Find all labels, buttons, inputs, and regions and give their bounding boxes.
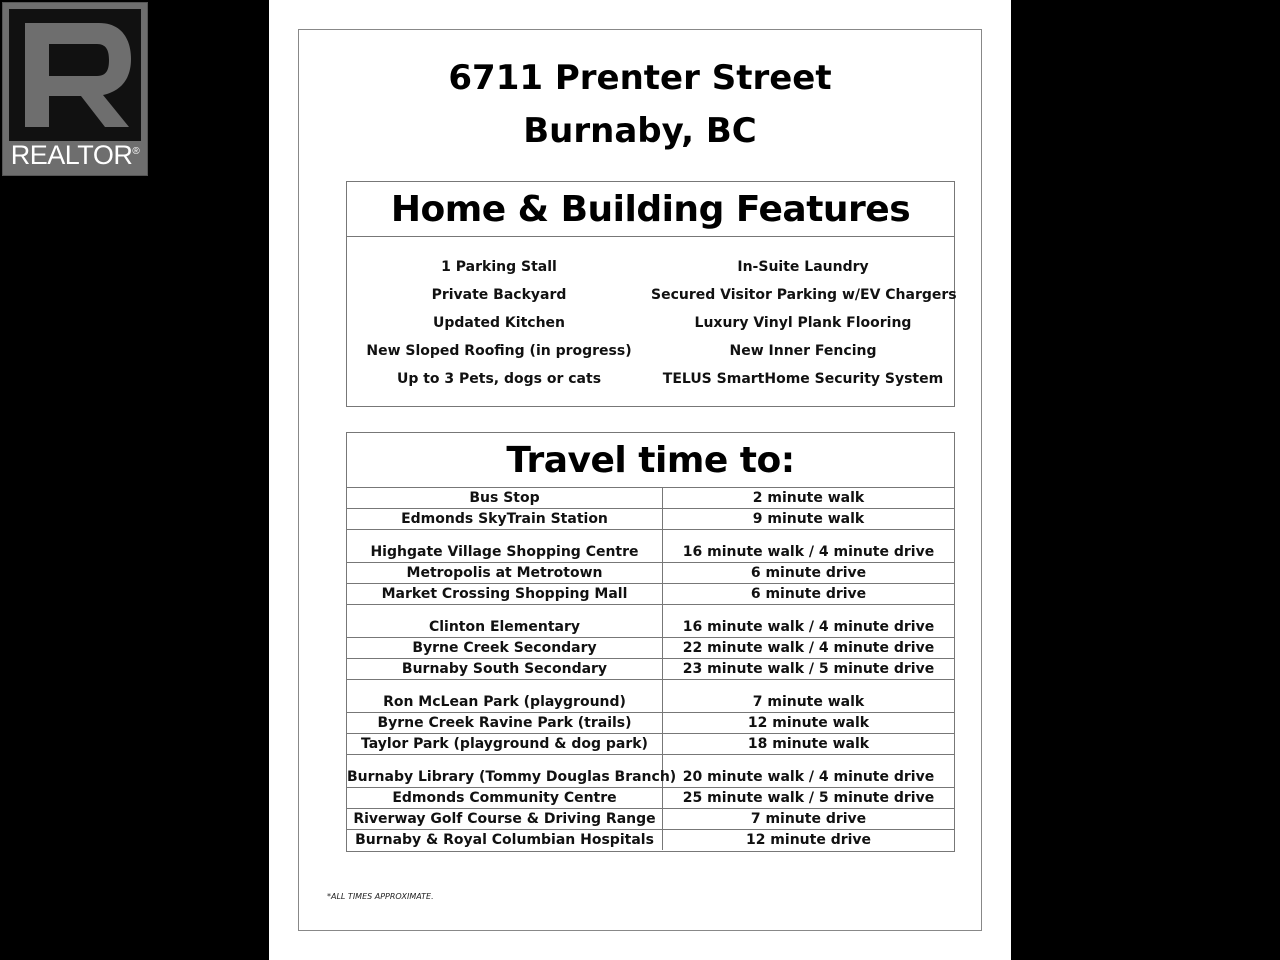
table-row xyxy=(347,830,954,851)
table-row xyxy=(347,713,954,734)
destination-cell: Byrne Creek Secondary xyxy=(347,638,663,658)
flyer-page xyxy=(269,0,1011,960)
feature-item: Private Backyard xyxy=(431,287,567,303)
travel-time-cell: 18 minute walk xyxy=(747,736,870,752)
features-title: Home & Building Features xyxy=(347,182,954,237)
travel-time-cell: 20 minute walk / 4 minute drive xyxy=(682,769,935,785)
travel-title: Travel time to: xyxy=(347,433,954,488)
table-row xyxy=(347,563,954,584)
travel-time-cell: 25 minute walk / 5 minute drive xyxy=(682,790,935,806)
table-row xyxy=(347,680,954,713)
travel-time-cell: 12 minute walk xyxy=(747,715,870,731)
table-row xyxy=(347,584,954,605)
feature-item: New Sloped Roofing (in progress) xyxy=(366,343,632,359)
table-row xyxy=(347,734,954,755)
travel-time-cell: 9 minute walk xyxy=(752,511,865,527)
table-row xyxy=(347,638,954,659)
table-row xyxy=(347,809,954,830)
realtor-logo-text: REALTOR® xyxy=(10,140,140,170)
realtor-r-icon xyxy=(3,3,149,153)
table-row xyxy=(347,659,954,680)
destination-cell: Edmonds Community Centre xyxy=(347,788,663,808)
destination-cell: Burnaby South Secondary xyxy=(347,659,663,679)
table-row xyxy=(347,530,954,563)
destination-cell: Clinton Elementary xyxy=(347,605,663,637)
feature-item: Up to 3 Pets, dogs or cats xyxy=(396,371,602,387)
table-row xyxy=(347,788,954,809)
travel-time-cell: 6 minute drive xyxy=(750,586,867,602)
destination-cell: Metropolis at Metrotown xyxy=(347,563,663,583)
features-list xyxy=(347,237,957,393)
destination-cell: Ron McLean Park (playground) xyxy=(347,680,663,712)
destination-cell: Market Crossing Shopping Mall xyxy=(347,584,663,604)
destination-cell: Burnaby Library (Tommy Douglas Branch) xyxy=(347,755,663,787)
table-row xyxy=(347,509,954,530)
travel-time-cell: 22 minute walk / 4 minute drive xyxy=(682,640,935,656)
destination-cell: Riverway Golf Course & Driving Range xyxy=(347,809,663,829)
table-row xyxy=(347,755,954,788)
feature-item: Luxury Vinyl Plank Flooring xyxy=(694,315,912,331)
destination-cell: Byrne Creek Ravine Park (trails) xyxy=(347,713,663,733)
travel-time-cell: 6 minute drive xyxy=(750,565,867,581)
property-address xyxy=(269,52,1011,158)
feature-item: Secured Visitor Parking w/EV Chargers xyxy=(651,287,957,303)
travel-time-table xyxy=(346,432,955,852)
table-row xyxy=(347,605,954,638)
travel-time-cell: 2 minute walk xyxy=(752,490,865,506)
feature-item: In-Suite Laundry xyxy=(737,259,869,275)
destination-cell: Burnaby & Royal Columbian Hospitals xyxy=(347,830,663,850)
destination-cell: Bus Stop xyxy=(347,488,663,508)
travel-time-cell: 23 minute walk / 5 minute drive xyxy=(682,661,935,677)
destination-cell: Taylor Park (playground & dog park) xyxy=(347,734,663,754)
feature-item: TELUS SmartHome Security System xyxy=(662,371,944,387)
travel-time-cell: 7 minute drive xyxy=(750,811,867,827)
address-city: Burnaby, BC xyxy=(523,111,757,151)
feature-item: Updated Kitchen xyxy=(432,315,565,331)
realtor-logo xyxy=(2,2,148,176)
travel-time-cell: 16 minute walk / 4 minute drive xyxy=(682,544,935,560)
table-row xyxy=(347,488,954,509)
footnote: *ALL TIMES APPROXIMATE. xyxy=(327,892,434,901)
features-box xyxy=(346,181,955,407)
travel-time-cell: 12 minute drive xyxy=(745,832,872,848)
destination-cell: Edmonds SkyTrain Station xyxy=(347,509,663,529)
feature-item: New Inner Fencing xyxy=(729,343,877,359)
travel-time-cell: 16 minute walk / 4 minute drive xyxy=(682,619,935,635)
address-street: 6711 Prenter Street xyxy=(448,58,832,98)
travel-time-cell: 7 minute walk xyxy=(752,694,865,710)
feature-item: 1 Parking Stall xyxy=(441,259,557,275)
destination-cell: Highgate Village Shopping Centre xyxy=(347,530,663,562)
